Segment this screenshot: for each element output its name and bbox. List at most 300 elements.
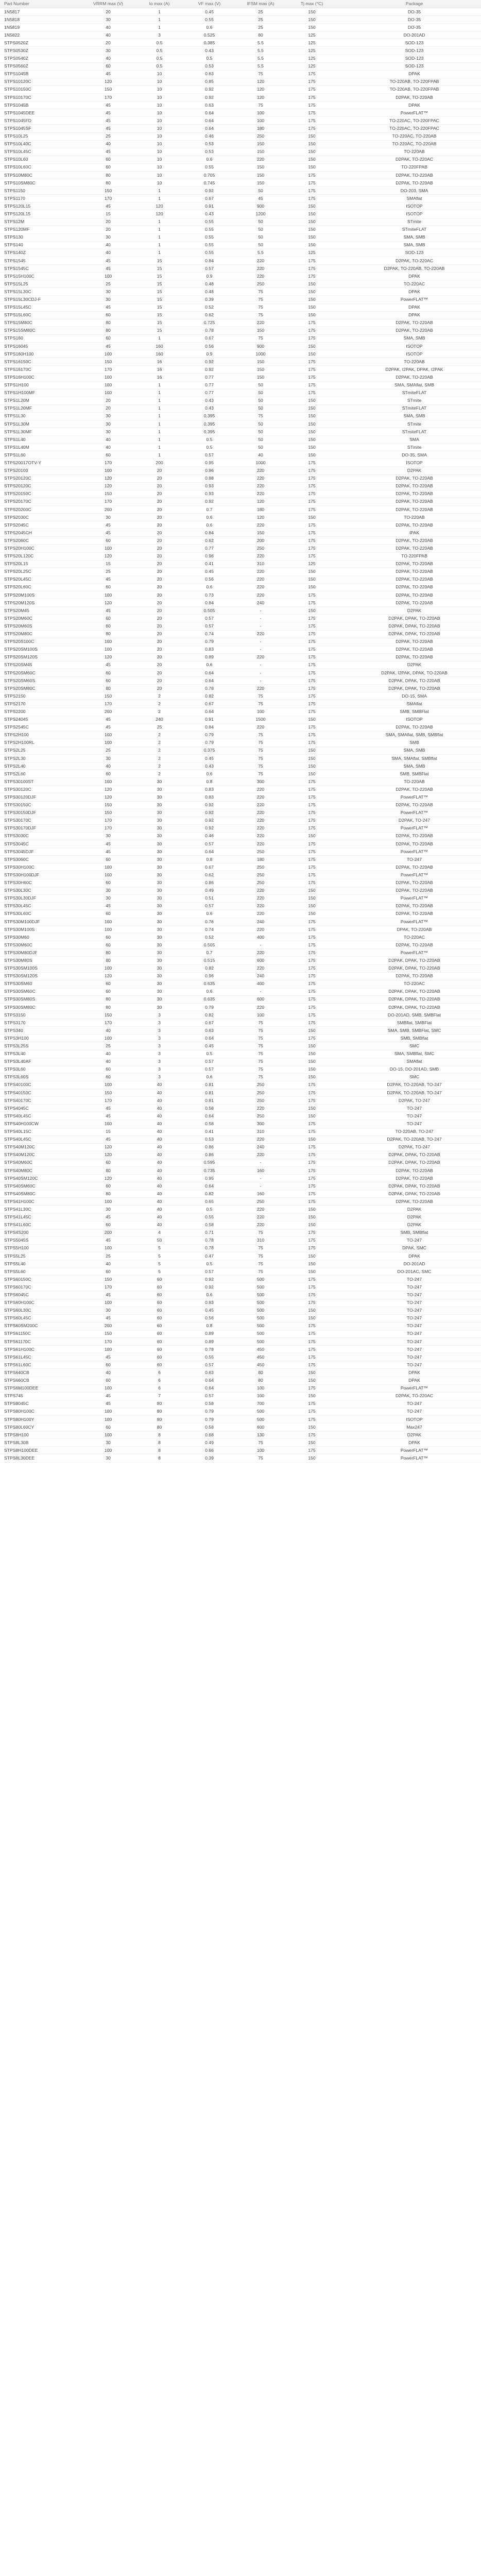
vf-cell: 0.73 — [184, 591, 234, 599]
table-row — [0, 918, 481, 925]
part-number-cell: STPS20100 — [0, 467, 82, 474]
package-cell: SMAflat — [337, 700, 481, 708]
table-row — [0, 677, 481, 685]
table-row — [0, 1112, 481, 1120]
vf-cell: 0.65 — [184, 1198, 234, 1206]
part-number-cell: STPS10170C — [0, 94, 82, 101]
table-row — [0, 856, 481, 863]
io-cell: 40 — [134, 1166, 184, 1174]
vrrm-cell: 60 — [82, 156, 134, 163]
vf-cell: 0.82 — [184, 1011, 234, 1019]
table-row — [0, 78, 481, 86]
io-cell: 1 — [134, 218, 184, 226]
io-cell: 10 — [134, 179, 184, 187]
io-cell: 1 — [134, 397, 184, 404]
tj-cell: 175 — [287, 669, 337, 676]
table-row — [0, 1166, 481, 1174]
part-number-cell: STPS20170C — [0, 498, 82, 505]
vrrm-cell: 30 — [82, 1454, 134, 1462]
vf-cell: 0.63 — [184, 1369, 234, 1377]
tj-cell: 175 — [287, 537, 337, 545]
tj-cell: 175 — [287, 490, 337, 498]
vrrm-cell: 30 — [82, 1307, 134, 1314]
package-cell: PowerFLAT™ — [337, 918, 481, 925]
vf-cell: 0.45 — [184, 1307, 234, 1314]
ifsm-cell: 50 — [234, 187, 287, 195]
tj-cell: 150 — [287, 1050, 337, 1058]
vrrm-cell: 45 — [82, 661, 134, 669]
part-number-cell: STPS640CB — [0, 1369, 82, 1377]
vrrm-cell: 60 — [82, 163, 134, 171]
part-number-cell: STPS1L20M — [0, 397, 82, 404]
ifsm-cell: 220 — [234, 1151, 287, 1159]
package-cell: SMA, SMB — [337, 747, 481, 754]
vf-cell: 0.6 — [184, 1073, 234, 1081]
io-cell: 15 — [134, 319, 184, 327]
vf-cell: 0.56 — [184, 575, 234, 583]
vrrm-cell: 45 — [82, 1353, 134, 1361]
table-row — [0, 358, 481, 366]
package-cell: D2PAK, TO-247 — [337, 1143, 481, 1151]
table-row — [0, 233, 481, 241]
ifsm-cell: 220 — [234, 887, 287, 894]
package-cell: SMA, SMB, SMBFlat, SMC — [337, 1027, 481, 1035]
tj-cell: 150 — [287, 1314, 337, 1322]
part-number-cell: STPS10120C — [0, 78, 82, 86]
part-number-cell: STPS12M — [0, 218, 82, 226]
tj-cell: 175 — [287, 381, 337, 389]
vf-cell: 0.57 — [184, 615, 234, 622]
io-cell: 4 — [134, 1229, 184, 1236]
table-row — [0, 280, 481, 288]
ifsm-cell: 180 — [234, 506, 287, 514]
vrrm-cell: 40 — [82, 1050, 134, 1058]
part-number-cell: STPS3L60 — [0, 1065, 82, 1073]
vrrm-cell: 100 — [82, 1408, 134, 1415]
vrrm-cell: 30 — [82, 412, 134, 420]
vrrm-cell: 20 — [82, 218, 134, 226]
tj-cell: 175 — [287, 1283, 337, 1291]
package-cell: D2PAK, TO-220AB — [337, 941, 481, 949]
tj-cell: 175 — [287, 94, 337, 101]
part-number-cell: STPS20M60C — [0, 615, 82, 622]
vf-cell: 0.5 — [184, 444, 234, 451]
part-number-cell: STPS160 — [0, 334, 82, 342]
io-cell: 15 — [134, 296, 184, 303]
vrrm-cell: 25 — [82, 132, 134, 140]
tj-cell: 150 — [287, 1377, 337, 1384]
io-cell: 1 — [134, 241, 184, 249]
part-number-cell: STPS80H100Y — [0, 1415, 82, 1423]
ifsm-cell: 75 — [234, 1244, 287, 1252]
ifsm-cell: 5.5 — [234, 55, 287, 62]
package-cell: TO-247 — [337, 1283, 481, 1291]
part-number-cell: STPS20M100S — [0, 591, 82, 599]
table-row — [0, 1299, 481, 1307]
package-cell: D2PAK — [337, 1221, 481, 1229]
package-cell: DO-15, DO-201AD, SMB — [337, 1065, 481, 1073]
ifsm-cell: 220 — [234, 575, 287, 583]
vrrm-cell: 100 — [82, 350, 134, 358]
part-number-cell: STPS30H100C — [0, 863, 82, 871]
vf-cell: 0.505 — [184, 607, 234, 615]
package-cell: PowerFLAT™ — [337, 1447, 481, 1454]
package-cell: SOD-123 — [337, 62, 481, 70]
ifsm-cell: - — [234, 646, 287, 653]
table-row — [0, 47, 481, 55]
tj-cell: 175 — [287, 615, 337, 622]
part-number-cell: STPS20017OTV-Y — [0, 459, 82, 467]
tj-cell: 175 — [287, 1447, 337, 1454]
table-row — [0, 1058, 481, 1065]
part-number-cell: STPS1H100 — [0, 381, 82, 389]
package-cell: DO-35 — [337, 8, 481, 16]
package-cell: PowerFLAT™ — [337, 1454, 481, 1462]
ifsm-cell: 250 — [234, 879, 287, 887]
tj-cell: 150 — [287, 1136, 337, 1143]
ifsm-cell: 220 — [234, 793, 287, 801]
vrrm-cell: 40 — [82, 140, 134, 148]
tj-cell: 150 — [287, 218, 337, 226]
vf-cell: 0.84 — [184, 723, 234, 731]
io-cell: 40 — [134, 1159, 184, 1166]
vrrm-cell: 150 — [82, 86, 134, 93]
package-cell: D2PAK, TO-220AC — [337, 1392, 481, 1400]
package-cell: D2PAK, TO-220AB — [337, 474, 481, 482]
part-number-cell: STPS20120C — [0, 482, 82, 490]
table-row — [0, 1073, 481, 1081]
io-cell: 20 — [134, 661, 184, 669]
package-cell: STmite — [337, 444, 481, 451]
ifsm-cell: 600 — [234, 995, 287, 1003]
tj-cell: 175 — [287, 1229, 337, 1236]
ifsm-cell: 100 — [234, 1392, 287, 1400]
package-cell: STmite — [337, 420, 481, 428]
vrrm-cell: 100 — [82, 1198, 134, 1206]
ifsm-cell: 250 — [234, 871, 287, 879]
io-cell: 30 — [134, 778, 184, 786]
part-number-cell: STPS1045FD — [0, 117, 82, 125]
ifsm-cell: 75 — [234, 311, 287, 319]
tj-cell: 175 — [287, 195, 337, 202]
tj-cell: 175 — [287, 101, 337, 109]
vf-cell: 0.68 — [184, 1431, 234, 1439]
table-row — [0, 1097, 481, 1105]
io-cell: 60 — [134, 1283, 184, 1291]
io-cell: 30 — [134, 786, 184, 793]
vrrm-cell: 40 — [82, 55, 134, 62]
part-number-cell: STPS0560Z — [0, 62, 82, 70]
ifsm-cell: 100 — [234, 1447, 287, 1454]
vf-cell: 0.62 — [184, 871, 234, 879]
part-number-cell: STPS30M60 — [0, 934, 82, 941]
part-number-cell: STPS10L60C — [0, 163, 82, 171]
part-number-cell: STPS3L40AF — [0, 1058, 82, 1065]
column-header: Tj max (°C) — [287, 0, 337, 8]
ifsm-cell: - — [234, 669, 287, 676]
part-number-cell: STPS1L40M — [0, 444, 82, 451]
ifsm-cell: 100 — [234, 117, 287, 125]
table-row — [0, 1338, 481, 1346]
column-header: Package — [337, 0, 481, 8]
ifsm-cell: 160 — [234, 1190, 287, 1198]
table-row — [0, 94, 481, 101]
vf-cell: 0.64 — [184, 848, 234, 856]
package-cell: D2PAK — [337, 467, 481, 474]
vrrm-cell: 170 — [82, 824, 134, 832]
part-number-cell: STPS10L40C — [0, 140, 82, 148]
ifsm-cell: 100 — [234, 1384, 287, 1392]
ifsm-cell: 180 — [234, 125, 287, 132]
vrrm-cell: 170 — [82, 459, 134, 467]
part-number-cell: STPS5L25 — [0, 1252, 82, 1260]
vf-cell: 0.55 — [184, 218, 234, 226]
package-cell: ISOTOP — [337, 210, 481, 218]
io-cell: 6 — [134, 1369, 184, 1377]
io-cell: 30 — [134, 856, 184, 863]
io-cell: 50 — [134, 1236, 184, 1244]
tj-cell: 175 — [287, 1089, 337, 1097]
io-cell: 1 — [134, 436, 184, 444]
ifsm-cell: 500 — [234, 1291, 287, 1299]
part-number-cell: STPS80L60CY — [0, 1423, 82, 1431]
vf-cell: 0.93 — [184, 490, 234, 498]
vrrm-cell: 150 — [82, 1089, 134, 1097]
part-number-cell: STPS20M80C — [0, 630, 82, 638]
part-number-cell: STPS8H100DEE — [0, 1447, 82, 1454]
tj-cell: 125 — [287, 560, 337, 568]
tj-cell: 175 — [287, 1182, 337, 1190]
ifsm-cell: 160 — [234, 1166, 287, 1174]
io-cell: 10 — [134, 78, 184, 86]
part-number-cell: STPS15L60C — [0, 311, 82, 319]
tj-cell: 175 — [287, 988, 337, 995]
tj-cell: 175 — [287, 1011, 337, 1019]
io-cell: 1 — [134, 233, 184, 241]
vrrm-cell: 120 — [82, 793, 134, 801]
io-cell: 1 — [134, 16, 184, 24]
package-cell: D2PAK, TO-220AB — [337, 537, 481, 545]
ifsm-cell: - — [234, 677, 287, 685]
ifsm-cell: 75 — [234, 747, 287, 754]
vrrm-cell: 100 — [82, 1081, 134, 1089]
package-cell: TO-220AB, TO-220FPAB — [337, 78, 481, 86]
tj-cell: 125 — [287, 39, 337, 47]
vf-cell: 0.89 — [184, 1330, 234, 1337]
vf-cell: 0.505 — [184, 941, 234, 949]
ifsm-cell: 75 — [234, 1042, 287, 1050]
part-number-cell: STPS40100C — [0, 1081, 82, 1089]
ifsm-cell: 220 — [234, 490, 287, 498]
package-cell: DPAK — [337, 1369, 481, 1377]
part-number-cell: STPS4045C — [0, 1105, 82, 1112]
vrrm-cell: 45 — [82, 521, 134, 529]
ifsm-cell: 310 — [234, 1128, 287, 1136]
vf-cell: 0.46 — [184, 132, 234, 140]
package-cell: SMA, SMB — [337, 412, 481, 420]
package-cell: TO-247 — [337, 1236, 481, 1244]
io-cell: 20 — [134, 622, 184, 630]
package-cell: Max247 — [337, 1423, 481, 1431]
ifsm-cell: - — [234, 661, 287, 669]
table-row — [0, 1431, 481, 1439]
vf-cell: 0.5 — [184, 436, 234, 444]
package-cell: SMAflat — [337, 1058, 481, 1065]
table-row — [0, 514, 481, 521]
package-cell: D2PAK, TO-220AB — [337, 575, 481, 583]
part-number-cell: STPS61H100C — [0, 1346, 82, 1353]
package-cell: ISOTOP — [337, 716, 481, 723]
ifsm-cell: 5.5 — [234, 39, 287, 47]
vrrm-cell: 30 — [82, 428, 134, 436]
vrrm-cell: 60 — [82, 910, 134, 918]
package-cell: D2PAK, TO-220AB — [337, 887, 481, 894]
table-row — [0, 327, 481, 334]
vrrm-cell: 80 — [82, 179, 134, 187]
vf-cell: 0.41 — [184, 560, 234, 568]
part-number-cell: STPS30M80S — [0, 957, 82, 964]
package-cell: SMA, SMB — [337, 233, 481, 241]
package-cell: SOD-123 — [337, 39, 481, 47]
package-cell: STmiteFLAT — [337, 404, 481, 412]
io-cell: 30 — [134, 793, 184, 801]
package-cell: TO-247 — [337, 1105, 481, 1112]
part-number-cell: 1N5822 — [0, 31, 82, 39]
vf-cell: 0.71 — [184, 1229, 234, 1236]
table-row — [0, 560, 481, 568]
vf-cell: 0.525 — [184, 31, 234, 39]
part-number-cell: STPS2060C — [0, 537, 82, 545]
io-cell: 8 — [134, 1431, 184, 1439]
package-cell: D2PAK, TO-220AB — [337, 319, 481, 327]
io-cell: 5 — [134, 1244, 184, 1252]
vf-cell: 0.67 — [184, 334, 234, 342]
vrrm-cell: 60 — [82, 1377, 134, 1384]
package-cell: TO-220AC — [337, 934, 481, 941]
package-cell: DO-201AD — [337, 31, 481, 39]
vf-cell: 0.6 — [184, 521, 234, 529]
part-number-cell: STPS8H100 — [0, 1431, 82, 1439]
ifsm-cell: 75 — [234, 1439, 287, 1447]
io-cell: 20 — [134, 545, 184, 552]
io-cell: 10 — [134, 70, 184, 78]
io-cell: 10 — [134, 109, 184, 117]
table-row — [0, 125, 481, 132]
tj-cell: 150 — [287, 607, 337, 615]
io-cell: 10 — [134, 163, 184, 171]
part-number-cell: STPS140Z — [0, 249, 82, 257]
vf-cell: 0.49 — [184, 887, 234, 894]
vf-cell: 0.6 — [184, 1291, 234, 1299]
vrrm-cell: 60 — [82, 879, 134, 887]
part-number-cell: STPS1150 — [0, 187, 82, 195]
table-row — [0, 1065, 481, 1073]
vf-cell: 0.55 — [184, 233, 234, 241]
tj-cell: 175 — [287, 1276, 337, 1283]
io-cell: 1 — [134, 389, 184, 397]
vf-cell: 0.395 — [184, 420, 234, 428]
tj-cell: 150 — [287, 902, 337, 910]
part-number-cell: STPS15M80C — [0, 319, 82, 327]
ifsm-cell: 75 — [234, 1058, 287, 1065]
io-cell: 30 — [134, 995, 184, 1003]
vrrm-cell: 150 — [82, 801, 134, 809]
vrrm-cell: 60 — [82, 1423, 134, 1431]
io-cell: 30 — [134, 871, 184, 879]
package-cell: D2PAK — [337, 1431, 481, 1439]
table-row — [0, 1353, 481, 1361]
tj-cell: 175 — [287, 1353, 337, 1361]
ifsm-cell: 400 — [234, 980, 287, 988]
vf-cell: 0.375 — [184, 747, 234, 754]
io-cell: 40 — [134, 1097, 184, 1105]
part-number-cell: STPS8045C — [0, 1400, 82, 1408]
tj-cell: 175 — [287, 700, 337, 708]
io-cell: 15 — [134, 257, 184, 265]
io-cell: 3 — [134, 1019, 184, 1027]
vrrm-cell: 80 — [82, 1190, 134, 1198]
vrrm-cell: 150 — [82, 1276, 134, 1283]
column-header: IFSM max (A) — [234, 0, 287, 8]
table-row — [0, 1136, 481, 1143]
tj-cell: 175 — [287, 941, 337, 949]
package-cell: TO-220AB — [337, 148, 481, 156]
tj-cell: 175 — [287, 1097, 337, 1105]
vrrm-cell: 100 — [82, 1244, 134, 1252]
tj-cell: 175 — [287, 739, 337, 747]
ifsm-cell: 220 — [234, 552, 287, 560]
tj-cell: 175 — [287, 70, 337, 78]
io-cell: 1 — [134, 195, 184, 202]
tj-cell: 175 — [287, 638, 337, 646]
package-cell: D2PAK, TO-220AB — [337, 498, 481, 505]
package-cell: TO-220AB, TO-247 — [337, 1128, 481, 1136]
vrrm-cell: 45 — [82, 1236, 134, 1244]
table-row — [0, 941, 481, 949]
io-cell: 30 — [134, 832, 184, 840]
io-cell: 15 — [134, 327, 184, 334]
vrrm-cell: 15 — [82, 210, 134, 218]
tj-cell: 175 — [287, 964, 337, 972]
tj-cell: 150 — [287, 1221, 337, 1229]
table-row — [0, 1260, 481, 1268]
tj-cell: 175 — [287, 949, 337, 957]
package-cell: TO-220AC — [337, 280, 481, 288]
tj-cell: 150 — [287, 8, 337, 16]
tj-cell: 175 — [287, 366, 337, 374]
vf-cell: 0.57 — [184, 622, 234, 630]
ifsm-cell: 80 — [234, 1369, 287, 1377]
ifsm-cell: 120 — [234, 498, 287, 505]
vf-cell: 0.83 — [184, 1299, 234, 1307]
part-number-cell: STPS20L25C — [0, 568, 82, 575]
package-cell: PowerFLAT™ — [337, 949, 481, 957]
vrrm-cell: 30 — [82, 832, 134, 840]
table-row — [0, 1236, 481, 1244]
vf-cell: 0.57 — [184, 840, 234, 848]
ifsm-cell: 50 — [234, 241, 287, 249]
table-row — [0, 739, 481, 747]
io-cell: 3 — [134, 1011, 184, 1019]
vrrm-cell: 120 — [82, 1175, 134, 1182]
vrrm-cell: 45 — [82, 148, 134, 156]
table-row — [0, 265, 481, 273]
io-cell: 30 — [134, 902, 184, 910]
vf-cell: 0.45 — [184, 755, 234, 762]
vf-cell: 0.64 — [184, 669, 234, 676]
table-row — [0, 910, 481, 918]
tj-cell: 175 — [287, 793, 337, 801]
